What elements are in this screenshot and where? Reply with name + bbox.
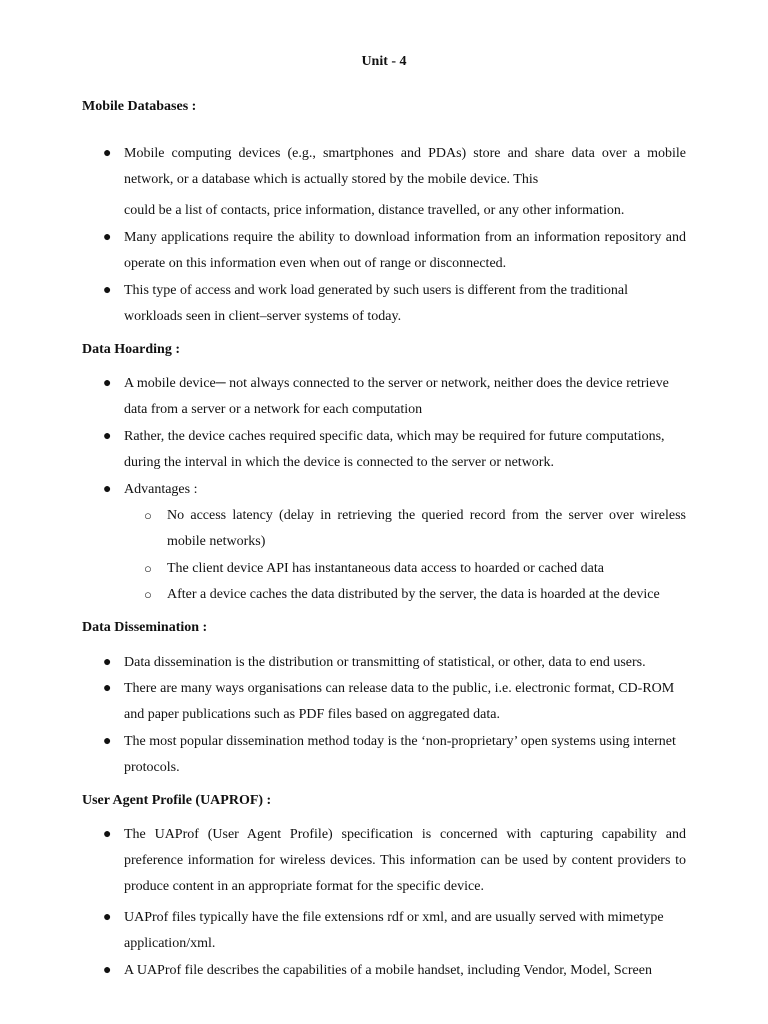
subbullet-icon: ○ <box>144 561 152 576</box>
subbullet-text: The client device API has instantaneous data access to hoarded or cached data <box>167 561 604 576</box>
bullet-text: UAProf files typically have the file extensions rdf or xml, and are usually served with mimetype application/xml. <box>124 910 664 951</box>
subbullet-icon: ○ <box>144 508 152 523</box>
bullet-icon: ● <box>103 482 112 497</box>
bullet-text: The UAProf (User Agent Profile) specification is concerned with capturing capability and preference information for wireless devices. This information can be used by content providers to produce content in an appropriate format for the specific device. <box>124 827 686 894</box>
bullet-text: Data dissemination is the distribution or transmitting of statistical, or other, data to end users. <box>124 655 646 670</box>
bullet-icon: ● <box>103 230 112 245</box>
bullet-text: A mobile device─ not always connected to the server or network, neither does the device retrieve data from a server or a network for each computation <box>124 376 669 417</box>
bullet-text: Advantages : <box>124 482 198 497</box>
bullet-icon: ● <box>103 655 112 670</box>
bullet-icon: ● <box>103 963 112 978</box>
section-heading-mobile-databases: Mobile Databases : <box>82 99 197 114</box>
bullet-icon: ● <box>103 910 112 925</box>
bullet-icon: ● <box>103 734 112 749</box>
bullet-icon: ● <box>103 376 112 391</box>
bullet-icon: ● <box>103 827 112 842</box>
subbullet-text: No access latency (delay in retrieving the queried record from the server over wireless mobile networks) <box>167 508 686 549</box>
bullet-text: Rather, the device caches required specific data, which may be required for future computations, during the interval in which the device is connected to the server or network. <box>124 429 665 470</box>
bullet-text: The most popular dissemination method today is the ‘non-proprietary’ open systems using internet protocols. <box>124 734 676 775</box>
bullet-icon: ● <box>103 681 112 696</box>
bullet-icon: ● <box>103 283 112 298</box>
bullet-text: Many applications require the ability to download information from an information repository and operate on this information even when out of range or disconnected. <box>124 230 686 271</box>
subbullet-text: After a device caches the data distributed by the server, the data is hoarded at the device <box>167 587 660 602</box>
bullet-text: There are many ways organisations can release data to the public, i.e. electronic format, CD-ROM and paper publications such as PDF files based on aggregated data. <box>124 681 675 722</box>
bullet-text: Mobile computing devices (e.g., smartphones and PDAs) store and share data over a mobile network, or a database which is actually stored by the mobile device. This <box>124 146 686 187</box>
bullet-icon: ● <box>103 429 112 444</box>
bullet-icon: ● <box>103 146 112 161</box>
section-heading-uaprof: User Agent Profile (UAPROF) : <box>82 793 272 808</box>
section-heading-data-dissemination: Data Dissemination : <box>82 620 208 635</box>
bullet-text: A UAProf file describes the capabilities of a mobile handset, including Vendor, Model, Screen <box>124 963 652 978</box>
bullet-text: This type of access and work load generated by such users is different from the traditional workloads seen in client–server systems of today. <box>124 283 628 324</box>
page-title: Unit - 4 <box>361 54 407 69</box>
bullet-continuation: could be a list of contacts, price information, distance travelled, or any other information. <box>124 203 625 218</box>
subbullet-icon: ○ <box>144 587 152 602</box>
section-heading-data-hoarding: Data Hoarding : <box>82 342 180 357</box>
